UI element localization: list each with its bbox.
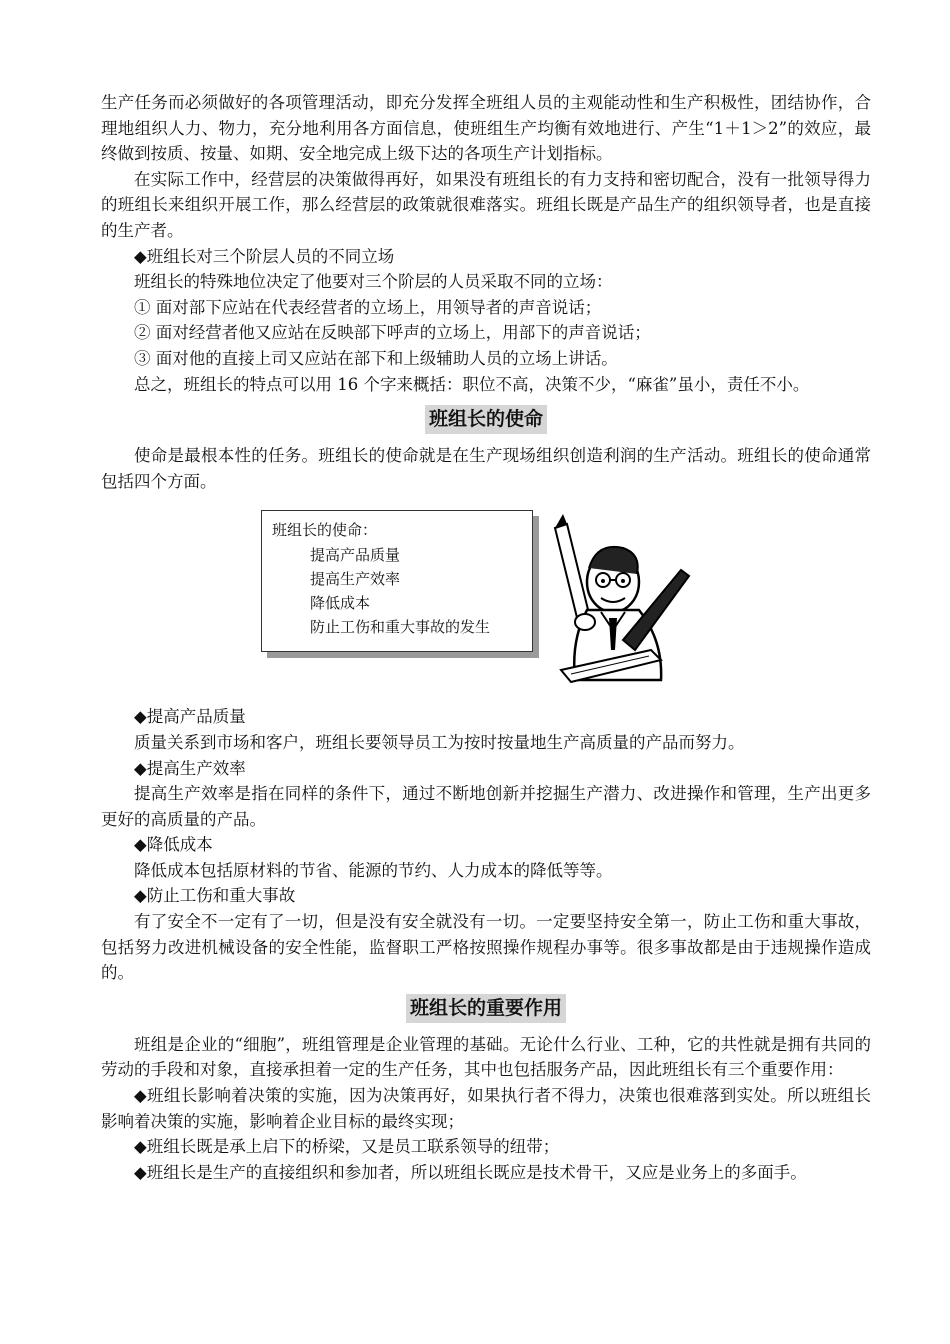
bullet-paragraph: ◆班组长既是承上启下的桥梁，又是员工联系领导的纽带；	[134, 1137, 560, 1157]
section-heading-wrap	[101, 994, 871, 1023]
list-item: ② 面对经营者他又应站在反映部下呼声的立场上，用部下的声音说话；	[134, 323, 651, 343]
paragraph: 总之，班组长的特点可以用 16 个字来概括：职位不高，决策不少，“麻雀”虽小，责任不小。	[134, 374, 810, 394]
mission-figure	[261, 510, 681, 690]
paragraph: 降低成本包括原材料的节省、能源的节约、人力成本的降低等等。	[134, 860, 613, 880]
bullet-heading: ◆提高产品质量	[134, 707, 246, 727]
paragraph: 质量关系到市场和客户，班组长要领导员工为按时按量地生产高质量的产品而努力。	[134, 732, 745, 752]
paragraph: 班组长的特殊地位决定了他要对三个阶层的人员采取不同的立场：	[134, 272, 613, 292]
bullet-paragraph: ◆班组长影响着决策的实施，因为决策再好，如果执行者不得力，决策也很难落到实处。所以班组长影响着决策的实施，影响着企业目标的最终实现；	[101, 1086, 871, 1131]
mission-item: 降低成本	[310, 594, 371, 613]
mission-list	[310, 543, 490, 639]
section-heading: 班组长的使命	[425, 405, 547, 434]
paragraph: 生产任务而必须做好的各项管理活动，即充分发挥全班组人员的主观能动性和生产积极性，团结协作，合理地组织人力、物力，充分地利用各方面信息，使班组生产均衡有效地进行、产生“1＋1＞2”的效应，最终做到按质、按量、如期、安全地完成上级下达的各项生产计划指标。	[101, 93, 871, 164]
bullet-heading: ◆提高生产效率	[134, 758, 246, 778]
mission-item: 提高产品质量	[310, 546, 401, 565]
paragraph: 在实际工作中，经营层的决策做得再好，如果没有班组长的有力支持和密切配合，没有一批领导得力的班组长来组织开展工作，那么经营层的政策就很难落实。班组长既是产品生产的组织领导者，也是直接的生产者。	[101, 169, 871, 240]
bullet-heading: ◆降低成本	[134, 835, 213, 855]
man-writing-with-pen-icon	[531, 510, 691, 690]
mission-item: 提高生产效率	[310, 570, 401, 589]
section-heading-wrap	[101, 405, 871, 434]
section-heading: 班组长的重要作用	[406, 994, 566, 1023]
mission-panel-title: 班组长的使命：	[272, 521, 378, 540]
list-item: ① 面对部下应站在代表经营者的立场上，用领导者的声音说话；	[134, 297, 602, 317]
list-item: ③ 面对他的直接上司又应站在部下和上级辅助人员的立场上讲话。	[134, 348, 618, 368]
document-page	[101, 90, 871, 1185]
mission-item: 防止工伤和重大事故的发生	[310, 618, 491, 637]
paragraph: 使命是最根本性的任务。班组长的使命就是在生产现场组织创造利润的生产活动。班组长的使命通常包括四个方面。	[101, 446, 871, 491]
bullet-heading: ◆防止工伤和重大事故	[134, 886, 296, 906]
paragraph: 提高生产效率是指在同样的条件下，通过不断地创新并挖掘生产潜力、改进操作和管理，生产出更多更好的高质量的产品。	[101, 784, 871, 829]
paragraph: 有了安全不一定有了一切，但是没有安全就没有一切。一定要坚持安全第一，防止工伤和重大事故，包括努力改进机械设备的安全性能，监督职工严格按照操作规程办事等。很多事故都是由于违规操作造成的。	[101, 912, 871, 983]
paragraph: 班组是企业的“细胞”，班组管理是企业管理的基础。无论什么行业、工种，它的共性就是拥有共同的劳动的手段和对象，直接承担着一定的生产任务，其中也包括服务产品，因此班组长有三个重要作用：	[101, 1034, 871, 1080]
mission-panel	[261, 510, 533, 652]
bullet-paragraph: ◆班组长是生产的直接组织和参加者，所以班组长既应是技术骨干，又应是业务上的多面手。	[134, 1162, 807, 1182]
bullet-heading: ◆班组长对三个阶层人员的不同立场	[134, 246, 395, 266]
